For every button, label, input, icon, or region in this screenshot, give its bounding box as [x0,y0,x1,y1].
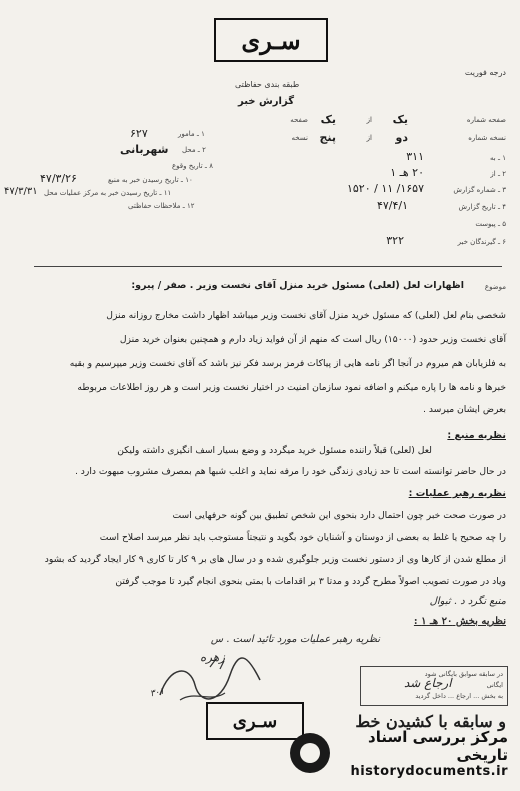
ops-date-value: ۴۷/۳/۳۱ [4,186,38,197]
header-divider [34,266,502,267]
page-total-value: یک [320,113,336,126]
ops-date-label: ۱۱ ـ تاریخ رسیدن خبر به مرکز عملیات محل [44,189,172,197]
filing-line-1: در سابقه سوابق بایگانی شود [424,670,503,678]
source-note-line-2: در حال حاضر توانسته است تا حد زیادی زندگی خود را مرفه نماید و اغلب شبها هم بمصرف مشروب مبهوت دارد . [74,466,506,477]
leader-note-line-1: در صورت صحت خبر چون احتمال دارد بنحوی این شخص تطبیق بین گونه حرفهایی است [172,510,506,521]
signature-text: زهره [200,650,226,664]
copy-number-value: دو [395,131,408,144]
agent-label: ۱ ـ مامور [178,130,205,138]
copy-suffix-label: نسخه [291,134,308,142]
subject-text: اظهارات لعل (لعلی) مسئول خرید منزل آقای نخست وزیر . صفر / پیرو: [131,280,464,291]
body-line-5: بعرض ایشان میرسد . [423,404,506,415]
report-number-label: ۳ ـ شماره گزارش [453,186,506,194]
protection-notes-label: ۱۲ ـ ملاحظات حفاظتی [128,202,195,210]
bottom-secret-text: سـری [232,710,278,732]
source-date-label: ۱۰ ـ تاریخ رسیدن خبر به منبع [108,176,193,184]
subject-label: موضوع [484,283,506,291]
report-date-value: ۴۷/۴/۱ [376,199,408,212]
page-suffix-label: صفحه [290,116,308,124]
report-number-value: ۱۶۵۷/ ۱۱ / ۱۵۲۰ [346,182,424,195]
source-note-line-1: لعل (لعلی) قبلاً راننده مسئول خرید میگردد و وضع بسیار اسف انگیزی داشته ولیکن [117,445,432,456]
to-label: ۱ ـ به [490,154,506,162]
from-label: ۲ ـ از [490,170,506,178]
marginal-note-b: ارجاع شد [404,676,452,690]
to-value: ۳۱۱ [406,150,424,163]
marginal-note-a: ۳۰۱ [149,686,166,700]
recipients-value: ۳۲۲ [386,234,404,247]
page-of-label: از [366,116,372,124]
handwritten-line-1: منبع نگرد د . ثبوال [429,596,506,607]
location-value: شهربانی [120,143,169,156]
body-line-1: شخصی بنام لعل (لعلی) که مسئول خرید منزل آقای نخست وزیر میباشد اظهار داشت مخارج روزانه منزل [106,310,506,321]
source-date-value: ۴۷/۳/۲۶ [40,172,77,185]
body-line-2: آقای نخست وزیر حدود (۱۵۰۰۰) ریال است که منهم از آن فواید زیاد دارم و همچنین بعنوان خرید منزل [119,334,506,345]
from-value: ۲۰ هـ ۱ [390,166,424,179]
report-title: گزارش خبر [238,96,295,107]
copy-total-value: پنج [319,131,336,144]
classification-label: طبقه بندی حفاظتی [235,80,300,89]
copy-number-label: نسخه شماره [468,134,506,142]
page-number-value: یک [392,113,408,126]
watermark [290,718,508,788]
watermark-text [336,728,508,779]
body-line-4: خبرها و نامه ها را پاره میکنم و اضافه نمود سازمان امنیت در اختیار نخست وزیر است و هر روز اطلاعات مربوطه [77,382,506,393]
leader-note-line-4: ویاد در صورت تصویب اصولاً مطرح گردد و مدتا ۳ بر اقدامات با بمتی بنحوی انجام گیرد تا موجب گرفتن [115,576,506,587]
top-secret-stamp [214,18,328,62]
copy-of-label: از [366,134,372,142]
archive-logo-icon [290,733,330,773]
agent-value: ۶۲۷ [130,127,148,140]
watermark-url: historydocuments.ir [350,763,508,779]
page-number-label: صفحه شماره [466,116,506,124]
report-date-label: ۴ ـ تاریخ گزارش [458,203,506,211]
leader-note-line-2: را چه صحیح یا غلط به بعضی از دوستان و آشنایان خود بگوید و نتیجتاً مستوجب باید نظر میرسد اصلاح است [99,532,506,543]
watermark-title: مرکز بررسی اسناد تاریخی [368,727,508,764]
location-label: ۲ ـ محل [182,146,206,154]
recipients-label: ۶ ـ گیرندگان خبر [457,238,506,246]
body-line-3: به فلزیابان هم میروم در آنجا اگر نامه هایی از پیاکات فرمز برسد فکر نیز باشد که آقای نخست وزیر میپرسیم و بقیه [69,358,506,369]
handwritten-line-3: نظریه رهبر عملیات مورد تائید است . س [210,634,380,645]
leader-note-label: نظریه رهبر عملیات : [408,488,506,499]
archive-stamp-text: و سابقه با کشیدن خط [355,712,506,731]
source-note-label: نظریه منبع : [447,430,506,441]
top-secret-text: سـری [241,25,301,55]
leader-note-line-3: از مطلع شدن از کارها وی از دستور نخست وزیر جلوگیری شده و در سال های بر ۹ کار تا کاری ۹ کار ایجاد گردید که بشود [44,554,506,565]
handwritten-line-2: نظریه بخش ۲۰ هـ ۱ : [413,616,506,627]
filing-line-3: به بخش ... ارجاع ... داخل گردید [415,692,503,700]
priority-label: درجه فوریت [464,68,506,77]
attachment-label: ۵ ـ پیوست [475,220,506,228]
occurrence-date-label: ۸ ـ تاریخ وقوع [172,162,213,170]
filing-line-2: ایگانی [486,681,503,689]
